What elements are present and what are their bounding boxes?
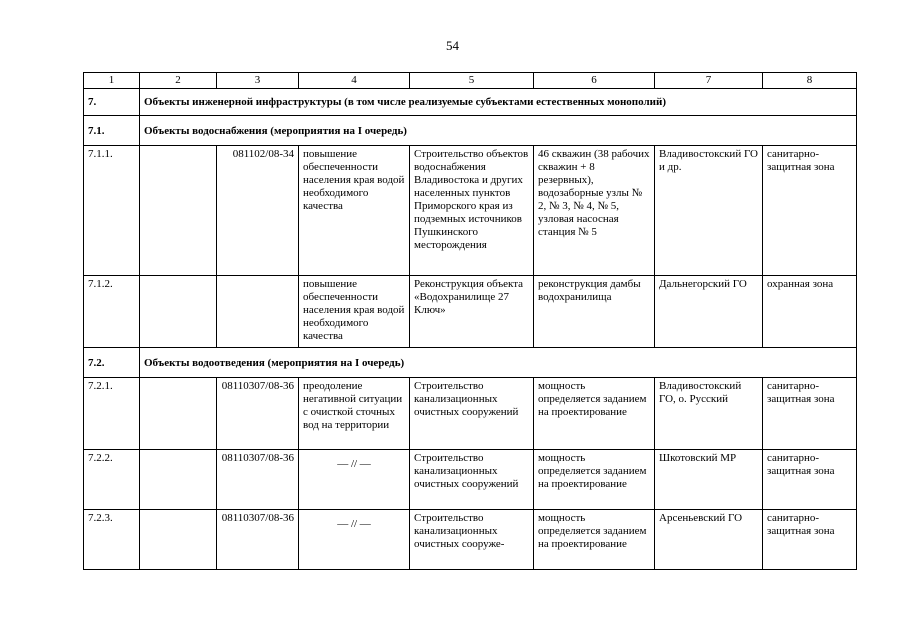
cell-location: Арсеньевский ГО — [655, 510, 763, 570]
table-row — [84, 146, 857, 276]
column-header: 8 — [763, 73, 857, 89]
cell-purpose: повышение обеспеченности населения края водой необходимого качества — [299, 276, 410, 348]
section-number: 7. — [84, 89, 140, 116]
table-row — [84, 276, 857, 348]
cell-object: Строительство канализационных очистных сооруже- — [410, 510, 534, 570]
cell-params: 46 скважин (38 рабочих скважин + 8 резервных), водозаборные узлы № 2, № 3, № 4, № 5, узловая насосная станция № 5 — [534, 146, 655, 276]
cell-zone: охранная зона — [763, 276, 857, 348]
cell-code: 08110307/08-36 — [217, 378, 299, 450]
cell-params: мощность определяется заданием на проектирование — [534, 378, 655, 450]
column-header: 3 — [217, 73, 299, 89]
cell-zone: санитарно-защитная зона — [763, 146, 857, 276]
cell-col2 — [140, 276, 217, 348]
row-number: 7.1.1. — [84, 146, 140, 276]
column-header: 4 — [299, 73, 410, 89]
ditto-mark: — // — — [337, 458, 371, 470]
cell-col2 — [140, 146, 217, 276]
column-header: 7 — [655, 73, 763, 89]
row-number: 7.1.2. — [84, 276, 140, 348]
column-header: 6 — [534, 73, 655, 89]
cell-object: Строительство канализационных очистных сооружений — [410, 450, 534, 510]
cell-object: Реконструкция объекта «Водохранилище 27 Ключ» — [410, 276, 534, 348]
cell-location: Владивостокский ГО и др. — [655, 146, 763, 276]
subsection-row — [84, 116, 857, 146]
column-header: 2 — [140, 73, 217, 89]
cell-col2 — [140, 450, 217, 510]
cell-location: Дальнегорский ГО — [655, 276, 763, 348]
row-number: 7.2.2. — [84, 450, 140, 510]
section-row — [84, 89, 857, 116]
table-row — [84, 450, 857, 510]
subsection-number: 7.2. — [84, 348, 140, 378]
cell-location: Владивостокский ГО, о. Русский — [655, 378, 763, 450]
cell-object: Строительство объектов водоснабжения Владивостока и других населенных пунктов Приморского края из подземных источников Пушкинского месторождения — [410, 146, 534, 276]
cell-zone: санитарно-защитная зона — [763, 510, 857, 570]
cell-location: Шкотовский МР — [655, 450, 763, 510]
subsection-number: 7.1. — [84, 116, 140, 146]
header-row — [84, 73, 857, 89]
cell-params: мощность определяется заданием на проектирование — [534, 450, 655, 510]
subsection-title: Объекты водоснабжения (мероприятия на I очередь) — [140, 116, 857, 146]
column-header: 1 — [84, 73, 140, 89]
ditto-mark: — // — — [337, 518, 371, 530]
row-number: 7.2.1. — [84, 378, 140, 450]
subsection-title: Объекты водоотведения (мероприятия на I очередь) — [140, 348, 857, 378]
page-number: 54 — [446, 38, 459, 53]
row-number: 7.2.3. — [84, 510, 140, 570]
table-row — [84, 378, 857, 450]
cell-purpose-ditto — [299, 450, 410, 510]
cell-purpose: повышение обеспеченности населения края водой необходимого качества — [299, 146, 410, 276]
cell-zone: санитарно-защитная зона — [763, 378, 857, 450]
cell-col2 — [140, 378, 217, 450]
section-title: Объекты инженерной инфраструктуры (в том числе реализуемые субъектами естественных монополий) — [140, 89, 857, 116]
column-header: 5 — [410, 73, 534, 89]
cell-code: 081102/08-34 — [217, 146, 299, 276]
cell-col2 — [140, 510, 217, 570]
cell-params: мощность определяется заданием на проектирование — [534, 510, 655, 570]
table-row — [84, 510, 857, 570]
cell-zone: санитарно-защитная зона — [763, 450, 857, 510]
cell-purpose: преодоление негативной ситуации с очисткой сточных вод на территории — [299, 378, 410, 450]
cell-code: 08110307/08-36 — [217, 450, 299, 510]
cell-params: реконструкция дамбы водохранилища — [534, 276, 655, 348]
cell-object: Строительство канализационных очистных сооружений — [410, 378, 534, 450]
infrastructure-table — [83, 72, 857, 570]
cell-code — [217, 276, 299, 348]
cell-purpose-ditto — [299, 510, 410, 570]
cell-code: 08110307/08-36 — [217, 510, 299, 570]
subsection-row — [84, 348, 857, 378]
